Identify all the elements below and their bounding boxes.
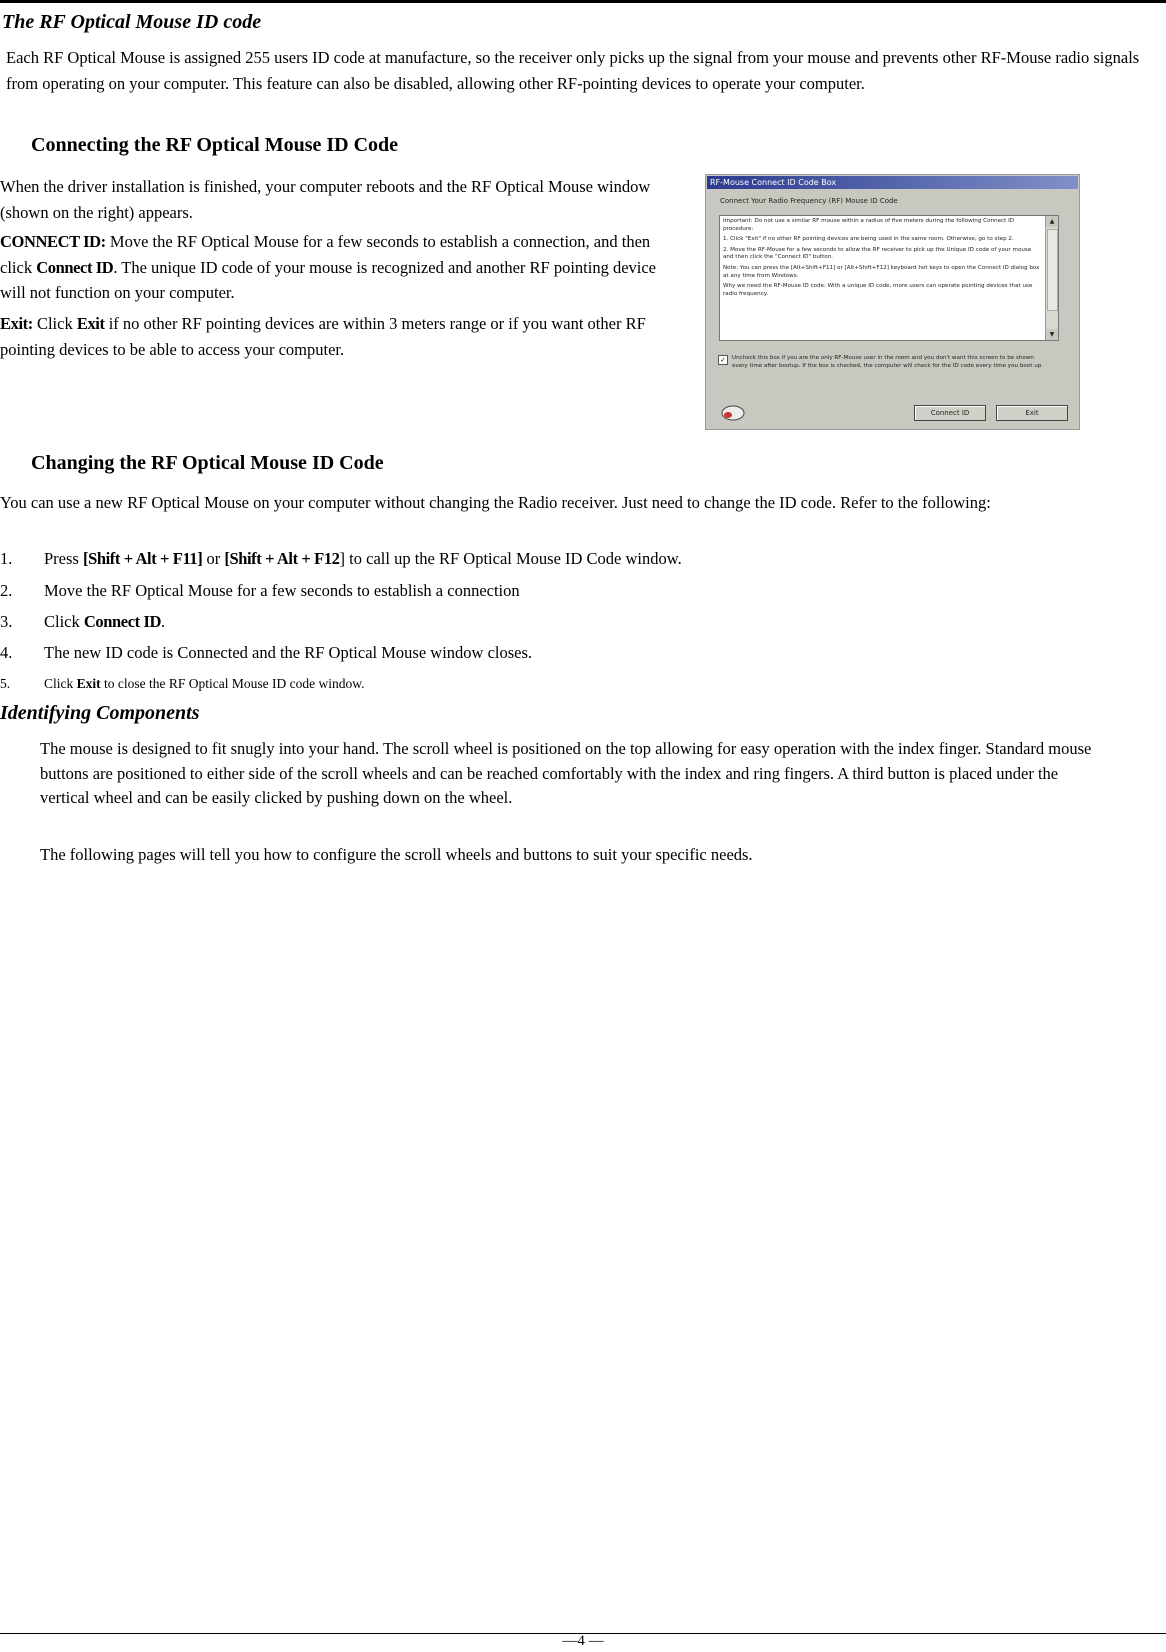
scroll-up-icon[interactable]: ▲ bbox=[1046, 216, 1058, 227]
identifying-title: Identifying Components bbox=[0, 702, 200, 724]
intro-paragraph: Each RF Optical Mouse is assigned 255 users ID code at manufacture, so the receiver only picks up the signal from your mouse and prevents other RF-Mouse radio signals from operating on your computer. This feature can also be disabled, allowing other RF-pointing devices to operate your computer. bbox=[6, 48, 1140, 93]
checkbox-label: Uncheck this box if you are the only RF-Mouse user in the room and you don't want this screen to be shown every time after bootup. If the box is checked, the computer will check for the ID code every time you boot up. bbox=[732, 355, 1044, 369]
connect-id-term: Connect ID bbox=[36, 257, 114, 277]
connecting-paragraph: When the driver installation is finished, your computer reboots and the RF Optical Mouse window (shown on the right) appears. bbox=[0, 177, 651, 222]
exit-term: Exit bbox=[76, 314, 105, 333]
dialog-info-text: Important: Do not use a similar RF mouse within a radius of five meters during the following Connect ID procedure: 1. Click "Exit" if no other RF pointing devices are being used in the same room. Otherwise, go to step 2. 2. Move the RF-Mouse for a few seconds to allow the RF receiver to pick up the Unique ID code of your mouse and then click the "Connect ID" button. Note: You can press the [Alt+Shift+F11] or [Alt+Shift+F12] keyboard hot keys to open the Connect ID dialog box at any time from Windows. Why we need the RF-Mouse ID code: With a unique ID code, more users can operate pointing devices that use radio frequency. ▲ ▼ bbox=[719, 215, 1059, 341]
page-number: —4 — bbox=[562, 1633, 604, 1649]
connect-id-label: CONNECT ID: bbox=[0, 232, 106, 251]
exit-label: Exit: bbox=[0, 314, 33, 333]
scroll-thumb[interactable] bbox=[1047, 229, 1058, 311]
scroll-down-icon[interactable]: ▼ bbox=[1046, 329, 1058, 340]
changing-intro: You can use a new RF Optical Mouse on your computer without changing the Radio receiver. Just need to change the ID code. Refer to the following: bbox=[0, 493, 991, 512]
dialog-scrollbar[interactable] bbox=[1045, 216, 1058, 340]
dialog-title-bar: RF-Mouse Connect ID Code Box bbox=[707, 176, 1078, 189]
mouse-logo-icon bbox=[720, 403, 746, 423]
rf-mouse-id-dialog bbox=[705, 174, 1080, 430]
exit-paragraph: Exit: Click Exit if no other RF pointing devices are within 3 meters range or if you want other RF pointing devices to be able to access your computer. bbox=[0, 314, 646, 359]
exit-button[interactable]: Exit bbox=[996, 405, 1068, 421]
connecting-title: Connecting the RF Optical Mouse ID Code bbox=[31, 134, 399, 156]
connect-id-button[interactable]: Connect ID bbox=[914, 405, 986, 421]
changing-title: Changing the RF Optical Mouse ID Code bbox=[31, 452, 384, 474]
show-again-checkbox[interactable]: ✓ bbox=[718, 355, 728, 365]
connect-id-paragraph: CONNECT ID: Move the RF Optical Mouse for a few seconds to establish a connection, and then click Connect ID. The unique ID code of your mouse is recognized and another RF pointing device will not function on your computer. bbox=[0, 232, 657, 302]
dialog-prompt: Connect Your Radio Frequency (RF) Mouse ID Code bbox=[720, 197, 898, 205]
top-rule bbox=[0, 0, 1166, 3]
identifying-paragraph: The mouse is designed to fit snugly into your hand. The scroll wheel is positioned on the top allowing for easy operation with the index finger. Standard mouse buttons are positioned to either side of the scroll wheels and can be reached comfortably with the index and ring fingers. A third button is placed under the vertical wheel and can be easily clicked by pushing down on the wheel. bbox=[40, 739, 1092, 807]
section-title-id-code: The RF Optical Mouse ID code bbox=[2, 11, 262, 33]
identifying-followup: The following pages will tell you how to configure the scroll wheels and buttons to suit your specific needs. bbox=[40, 845, 753, 864]
